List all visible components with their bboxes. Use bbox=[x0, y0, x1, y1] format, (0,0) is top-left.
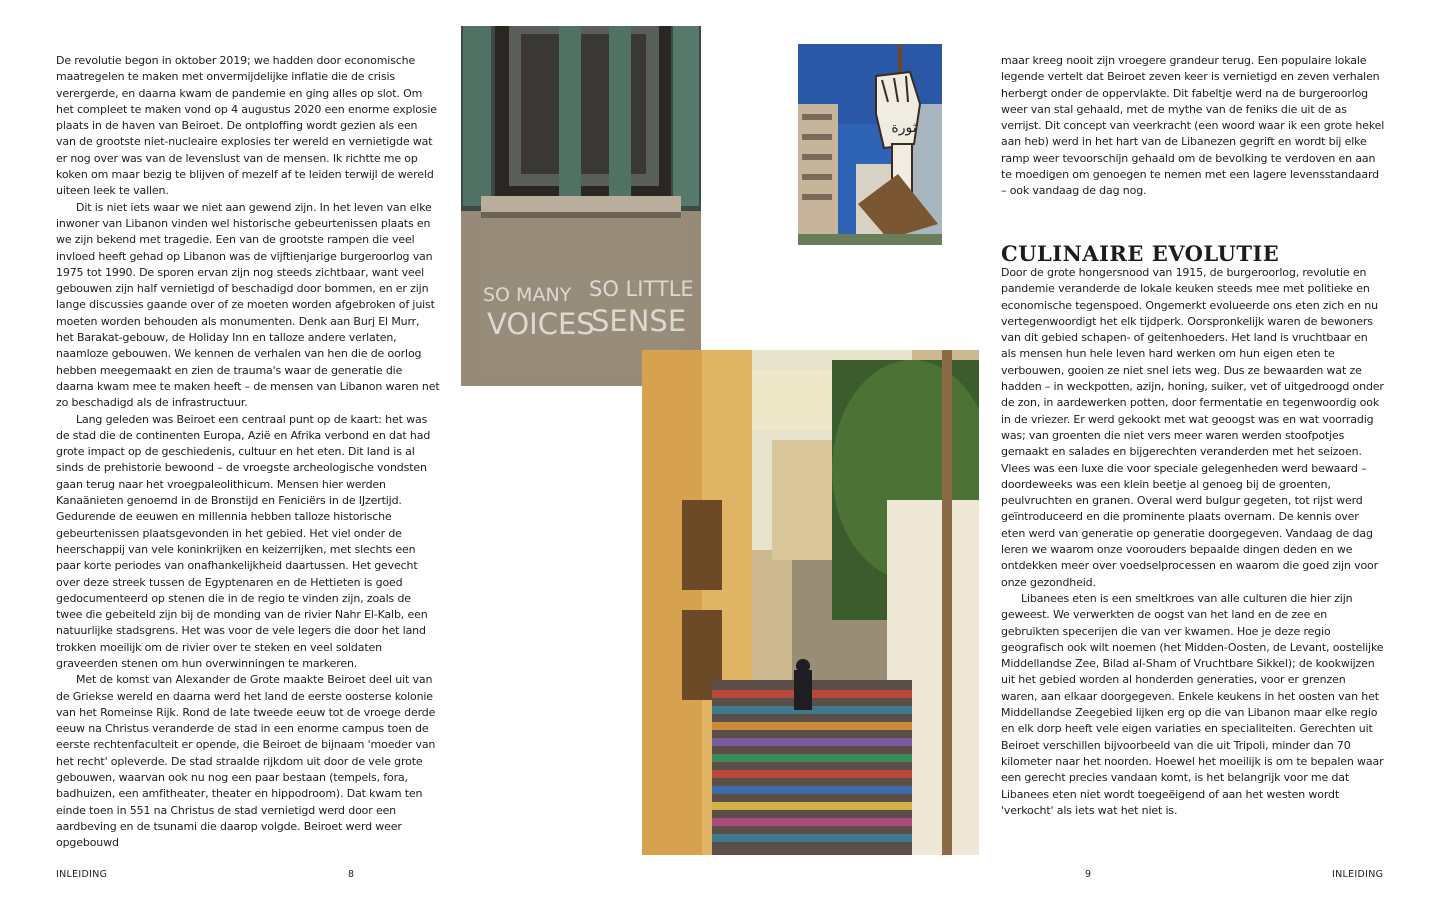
graffiti-sense: SENSE bbox=[591, 304, 687, 338]
photo-wall-graffiti bbox=[461, 26, 701, 386]
paragraph-history: Lang geleden was Beiroet een centraal punt op de kaart: het was de stad die de continenten Europa, Azië en Afrika verbond en dat had grote impact op de geschiedenis, cultuur en het eten. Dit land is al sinds de prehistorie bewoond – de vroegste archeologische vondsten gaan terug naar het vroegpaleolithicum. Mensen hier werden Kanaänieten genoemd in de Bronstijd en Feniciërs in de IJzertijd. Gedurende de eeuwen en millennia hebben talloze historische gebeurtenissen plaatsgevonden in het gebied. Het viel onder de heerschappij van vele koninkrijken en keizerrijken, met slechts een paar korte periodes van onafhankelijkheid daartussen. Het gevecht over deze streek tussen de Egyptenaren en de Hettieten is goed gedocumenteerd op stenen die in de regio te vinden zijn, zoals de twee die gebeiteld zijn bij de monding van de rivier Nahr El-Kalb, een natuurlijke stadsgrens. Het was voor de vele legers die door het land trokken moeilijk om de rivier over te steken en veel soldaten graveerden stenen om hun overwinningen te markeren. bbox=[56, 412, 431, 670]
right-body-text-bottom bbox=[1001, 265, 1385, 819]
paragraph-culinary-evolution: Door de grote hongersnood van 1915, de burgeroorlog, revolutie en pandemie veranderde de lokale keuken steeds mee met politieke en economische tegenspoed. Ongemerkt evolueerde ons eten zich en nu vertegenwoordigt het elk tijdperk. Oorspronkelijk waren de bewoners van dit gebied schapen- of geitenhoeders. Het land is vruchtbaar en als mensen hun hele leven hard werken om hun eigen eten te verbouwen, gooien ze niet snel iets weg. Dus ze bewaarden wat ze hadden – in weckpotten, azijn, honing, suiker, vet of uitgedroogd onder de zon, in aardewerken potten, door fermentatie en tegenwoordig ook in de vriezer. Er werd gekookt met wat geoogst was en wat voorradig was; van groenten die niet vers meer waren werden stoofpotjes gemaakt en salades en bijgerechten veranderden met het seizoen. Vlees was een luxe die voor speciale gelegenheden werd bewaard – doordeweeks was een klein beetje al genoeg bij de groenten, peulvruchten en granen. Overal werd bulgur gegeten, tot rijst werd geïntroduceerd en die prominente plaats overnam. De kennis over eten werd van generatie op generatie doorgegeven. Vandaag de dag leren we waarom onze voorouders bepaalde dingen deden en we ontdekken meer over voedselprocessen en waarom die goed zijn voor onze gezondheid. bbox=[1001, 266, 1384, 589]
photo-revolution-fist bbox=[798, 44, 942, 245]
footer-left-label: INLEIDING bbox=[56, 869, 108, 880]
footer-right-label: INLEIDING bbox=[1332, 869, 1384, 880]
graffiti-so-little: SO LITTLE bbox=[589, 277, 694, 301]
paragraph-civil-war: Dit is niet iets waar we niet aan gewend zijn. In het leven van elke inwoner van Libanon vinden wel historische gebeurtenissen plaats en we zijn bekend met tragedie. Een van de grootste rampen die veel invloed heeft gehad op Libanon was de vijftienjarige burgeroorlog van 1975 tot 1990. De sporen ervan zijn nog steeds zichtbaar, want veel gebouwen zijn half vernietigd of beschadigd door bommen, en er zijn lange discussies gaande over of ze moeten worden afgebroken of juist moeten worden behouden als monumenten. Denk aan Burj El Murr, het Barakat-gebouw, de Holiday Inn en talloze andere verlaten, naamloze gebouwen. We kennen de verhalen van hen die de oorlog hebben meegemaakt en zien de trauma's waar de generatie die daarna kwam mee te maken heeft – de mensen van Libanon waren net zo beschadigd als de infrastructuur. bbox=[56, 200, 440, 410]
graffiti-voices: VOICES bbox=[487, 307, 595, 341]
footer-left-page-number: 8 bbox=[348, 869, 355, 880]
fist-arabic-text: ثورة bbox=[891, 120, 917, 136]
graffiti-so-many: SO MANY bbox=[483, 284, 572, 306]
paragraph-melting-pot: Libanees eten is een smeltkroes van alle culturen die hier zijn geweest. We verwerkten de oogst van het land en de zee en gebruikten specerijen die van ver kwamen. Hoe je deze regio geografisch ook wilt noemen (het Midden-Oosten, de Levant, oostelijke Middellandse Zee, Bilad al-Sham of Vruchtbare Sikkel); de kookwijzen uit het gebied worden al honderden generaties, voor er grenzen waren, aan elkaar doorgegeven. Enkele keukens in het oosten van het Middellandse Zeegebied lijken erg op die van Libanon maar elke regio en elk dorp heeft vele eigen variaties en specialiteiten. Gerechten uit Beiroet verschillen bijvoorbeeld van die uit Tripoli, minder dan 70 kilometer naar het noorden. Hoewel het moeilijk is om te bepalen waar een gerecht precies vandaan komt, is het belangrijk voor me dat Libanees eten niet wordt toegeëigend of aan het westen wordt 'verkocht' als iets wat het niet is. bbox=[1001, 591, 1384, 817]
paragraph-phoenix-legend: maar kreeg nooit zijn vroegere grandeur terug. Een populaire lokale legende vertelt dat Beiroet zeven keer is vernietigd en zeven verhalen herbergt onder de oppervlakte. Dit fabeltje werd na de burgeroorlog weer van stal gehaald, met de mythe van de feniks die uit de as verrijst. Dit concept van veerkracht (een woord waar ik een grote hekel aan heb) werd in het hart van de Libanezen gegrift en wordt bij elke ramp weer tevoorschijn gehaald om de bevolking te verdoven en aan te moedigen om genoegen te nemen met een lagere levensstandaard – ook vandaag de dag nog. bbox=[1001, 54, 1385, 198]
section-heading: CULINAIRE EVOLUTIE bbox=[1001, 241, 1280, 266]
paragraph-revolution: De revolutie begon in oktober 2019; we hadden door economische maatregelen te maken met onvermijdelijke inflatie die de crisis verergerde, en daarna kwam de pandemie en ging alles op slot. Om het compleet te maken vond op 4 augustus 2020 een enorme explosie plaats in de haven van Beiroet. De ontploffing wordt gezien als een van de grootste niet-nucleaire explosies ter wereld en vernietigde wat er nog over was van de levenslust van de mensen. Ik richtte me op koken om maar bezig te blijven of mezelf af te leiden terwijl de wereld uiteen leek te vallen. bbox=[56, 54, 437, 198]
paragraph-alexander: Met de komst van Alexander de Grote maakte Beiroet deel uit van de Griekse wereld en daarna werd het land de eerste oosterse kolonie van het Romeinse Rijk. Rond de late tweede eeuw tot de vroege derde eeuw na Christus veranderde de stad in een enorme campus toen de eerste rechtenfaculteit er opende, die Beiroet de bijnaam 'moeder van het recht' opleverde. De stad straalde rijkdom uit door de vele grote gebouwen, waarvan ook nu nog een paar bestaan (tempels, fora, badhuizen, een amfitheater, theater en hippodroom). Dat kwam ten einde toen in 551 na Christus de stad vernietigd werd door een aardbeving en de tsunami die daarop volgde. Beiroet werd weer opgebouwd bbox=[56, 673, 436, 850]
photo-painted-stairs bbox=[642, 350, 979, 855]
right-body-text-top bbox=[1001, 53, 1385, 200]
left-body-text bbox=[56, 53, 440, 852]
footer-right-page-number: 9 bbox=[1085, 869, 1092, 880]
